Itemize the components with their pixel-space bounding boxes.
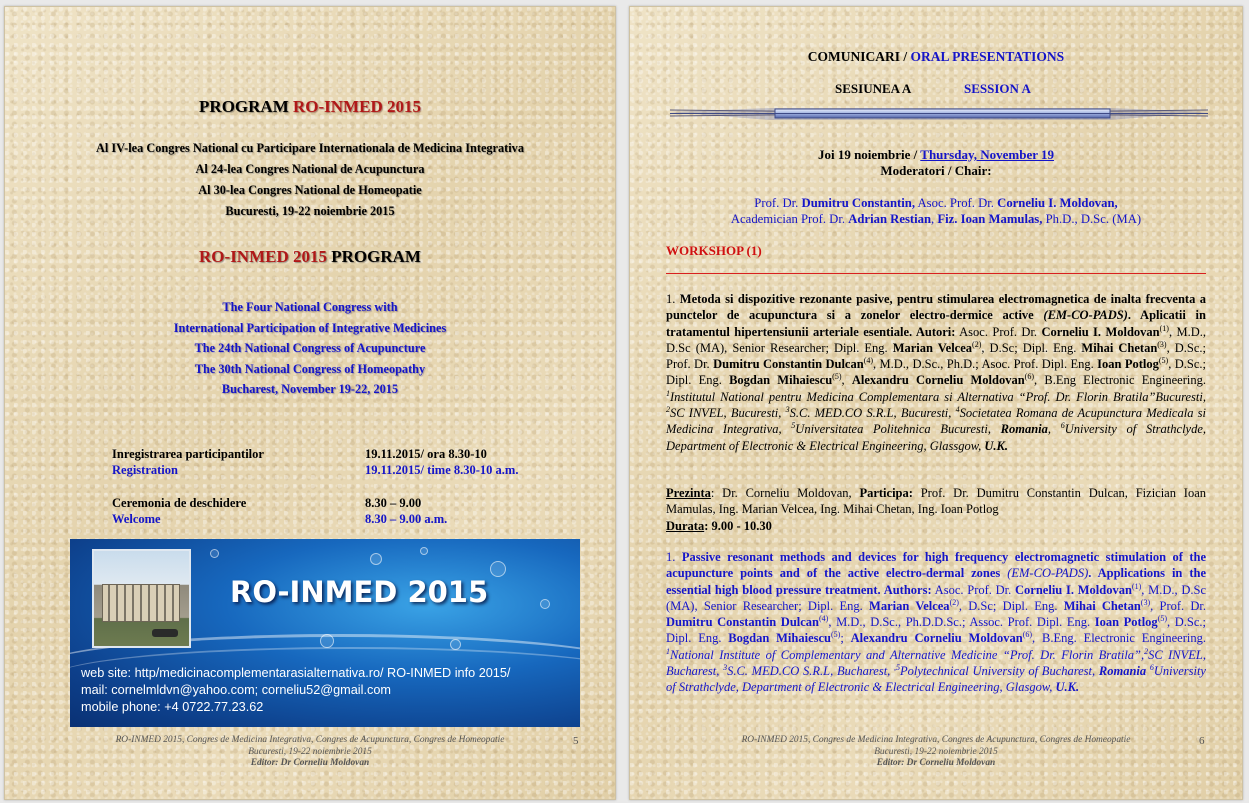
mod-name: Dumitru Constantin, — [801, 196, 916, 210]
ro-line: Al 24-lea Congres National de Acupunctura — [195, 162, 425, 176]
en-line: The 24th National Congress of Acupuncture — [194, 341, 426, 355]
page-number: 5 — [573, 735, 579, 747]
page-number: 6 — [1199, 735, 1205, 747]
red-divider — [666, 273, 1206, 274]
section-header — [630, 49, 1242, 65]
mod-text: Ph.D., D.Sc. (MA) — [1042, 212, 1142, 226]
date-en: Thursday, November 19 — [920, 147, 1055, 162]
en-line: The 30th National Congress of Homeopathy — [194, 361, 426, 376]
program-title-2 — [5, 247, 615, 267]
title-event: RO-INMED 2015 — [293, 97, 421, 116]
presenters-block — [666, 485, 1206, 534]
mod-name: Corneliu I. Moldovan, — [997, 196, 1118, 210]
en-line: Bucharest, November 19-22, 2015 — [221, 382, 399, 396]
schedule-label: Registration — [112, 463, 178, 477]
moderators-list — [630, 195, 1242, 227]
workshop-title: WORKSHOP (1) — [666, 243, 762, 258]
participants-list: Prof. Dr. Dumitru Constantin Dulcan, Fizician Ioan Mamulas, Ing. Marian Velcea, Ing. Mihai Chetan, Ing. Ioan Potlog — [666, 486, 1206, 517]
date-ro: Joi 19 noiembrie / — [817, 147, 921, 162]
schedule-time: 8.30 – 9.00 a.m. — [365, 512, 448, 526]
session-en: SESSION A — [964, 81, 1031, 96]
en-line: The Four National Congress with — [222, 300, 398, 314]
mod-name: Adrian Restian — [848, 212, 932, 226]
schedule-time: 19.11.2015/ ora 8.30-10 — [365, 447, 487, 461]
abstract-en: 1. Passive resonant methods and devices for high frequency electromagnetic stimulation of the acupuncture points and of the active electro-dermal zones (EM-CO-PADS). Applications in the essential high blood pressure treatment. Authors: Asoc. Prof. Dr. Corneliu I. Moldovan$^{(1)}$, M.D., D.Sc (MA), Senior Researcher; Dipl. Eng. Marian Velcea$^{(2)}$, D.Sc; Dipl. Eng. Mihai Chetan$^{(3)}$, Prof. Dr. Dumitru Constantin Dulcan$^{(4)}$, M.D., D.Sc., Ph.D.D.Sc.; Assoc. Prof. Dipl. Eng. Ioan Potlog$^{(5)}$, D.Sc.; Dipl. Eng. Bogdan Mihaiescu$^{(5)}$; Alexandru Corneliu Moldovan$^{(6)}$, B.Eng. Electronic Engineering. $^1$National Institute of Complementary and Alternative Medicine “Prof. Dr. Florin Bratila”,$^2$SC INVEL, Bucharest, $^3$S.C. MED.CO S.R.L, Bucharest, $^{,5}$Polytechnical University of Bucharest, Romania $^6$University of Strathclyde, Department of Electronic & Electrical Engineering, Glasgow, U.K. — [666, 550, 1207, 695]
bubble-shape — [370, 553, 382, 565]
building-shape — [102, 584, 180, 622]
title2-suffix: PROGRAM — [327, 247, 421, 266]
car-shape — [152, 629, 178, 637]
decorative-divider — [670, 103, 1208, 125]
bubble-shape — [450, 639, 461, 650]
footer-line: RO-INMED 2015, Congres de Medicina Integrativa, Congres de Acupunctura, Congres de Homeopatie — [115, 735, 505, 745]
page-5 — [4, 6, 616, 800]
banner-phone: mobile phone: +4 0722.77.23.62 — [81, 700, 264, 714]
event-banner — [70, 539, 580, 727]
session-date — [630, 147, 1242, 179]
mod-text: Academician Prof. Dr. — [730, 212, 849, 226]
banner-website: web site: http/medicinacomplementarasialternativa.ro/ RO-INMED info 2015/ — [81, 666, 511, 680]
building-photo — [92, 549, 191, 648]
ro-line: Al 30-lea Congres National de Homeopatie — [198, 183, 422, 197]
page-footer — [5, 735, 615, 770]
english-congress-lines — [5, 297, 615, 400]
mod-text: Asoc. Prof. Dr. — [915, 196, 998, 210]
title2-event: RO-INMED 2015 — [199, 247, 327, 266]
footer-line: Bucuresti, 19-22 noiembrie 2015 — [248, 746, 372, 757]
duration-label: Durata — [666, 518, 705, 533]
footer-line: RO-INMED 2015, Congres de Medicina Integrativa, Congres de Acupunctura, Congres de Homeopatie — [741, 735, 1131, 745]
bubble-shape — [210, 549, 219, 558]
ro-line: Bucuresti, 19-22 noiembrie 2015 — [225, 204, 395, 218]
participants-label: Participa: — [859, 486, 913, 500]
en-line: International Participation of Integrative Medicines — [173, 320, 447, 335]
mod-text: , — [931, 212, 938, 226]
footer-editor: Editor: Dr Corneliu Moldovan — [876, 758, 996, 768]
header-en: ORAL PRESENTATIONS — [910, 49, 1065, 64]
banner-email: mail: cornelmldvn@yahoo.com; corneliu52@gmail.com — [81, 683, 391, 697]
schedule-label: Inregistrarea participantilor — [112, 447, 264, 461]
mod-name: Fiz. Ioan Mamulas, — [937, 212, 1043, 226]
abstract-ro: 1. Metoda si dispozitive rezonante pasive, pentru stimularea electromagnetica de inalta frecventa a punctelor de acupunctura si a zonelor electro-dermice active (EM-CO-PADS). Aplicatii in tratamentul hipertensiunii arteriale esentiale. Autori: Asoc. Prof. Dr. Corneliu I. Moldovan$^{(1)}$, M.D., D.Sc (MA), Senior Researcher; Dipl. Eng. Marian Velcea$^{(2)}$, D.Sc; Dipl. Eng. Mihai Chetan$^{(3)}$, D.Sc.; Prof. Dr. Dumitru Constantin Dulcan$^{(4)}$, M.D., D.Sc., Ph.D.; Asoc. Prof. Dipl. Eng. Ioan Potlog$^{(5)}$, D.Sc.; Dipl. Eng. Bogdan Mihaiescu$^{(5)}$, Alexandru Corneliu Moldovan$^{(6)}$, B.Eng Electronic Engineering. $^1$Institutul National pentru Medicina Complementara si Alternativa “Prof. Dr. Florin Bratila”Bucuresti, $^2$SC INVEL, Bucuresti, $^3$S.C. MED.CO S.R.L, Bucuresti, $^4$Societatea Romana de Acupunctura Medicala si Medicina Integrativa, $^5$Universitatea Politehnica Bucuresti, Romania, $^6$University of Strathclyde, Department of Electronic & Electrical Engineering, Glassgow, U.K. — [666, 292, 1207, 453]
header-ro: COMUNICARI / — [807, 49, 911, 64]
session-ro: SESIUNEA A — [835, 81, 912, 96]
footer-line: Bucuresti, 19-22 noiembrie 2015 — [874, 746, 998, 757]
schedule-time: 8.30 – 9.00 — [365, 496, 422, 510]
bubble-shape — [540, 599, 550, 609]
page-6 — [629, 6, 1243, 800]
moderators-label: Moderatori / Chair: — [880, 163, 992, 178]
bubble-shape — [420, 547, 428, 555]
banner-title: RO-INMED 2015 — [230, 575, 489, 609]
schedule-time: 19.11.2015/ time 8.30-10 a.m. — [365, 463, 519, 477]
presenter-name: : Dr. Corneliu Moldovan, — [710, 486, 860, 500]
program-title — [5, 97, 615, 117]
footer-editor: Editor: Dr Corneliu Moldovan — [250, 758, 370, 768]
bubble-shape — [320, 634, 334, 648]
page-footer — [630, 735, 1242, 770]
presenter-label: Prezinta — [666, 486, 711, 500]
mod-text: Prof. Dr. — [754, 196, 802, 210]
duration-value: : 9.00 - 10.30 — [704, 518, 772, 533]
schedule-label: Ceremonia de deschidere — [112, 496, 247, 510]
schedule-label: Welcome — [112, 512, 161, 526]
ro-line: Al IV-lea Congres National cu Participare Internationala de Medicina Integrativa — [96, 141, 524, 155]
title-prefix: PROGRAM — [199, 97, 293, 116]
romanian-congress-lines — [5, 138, 615, 222]
bubble-shape — [490, 561, 506, 577]
